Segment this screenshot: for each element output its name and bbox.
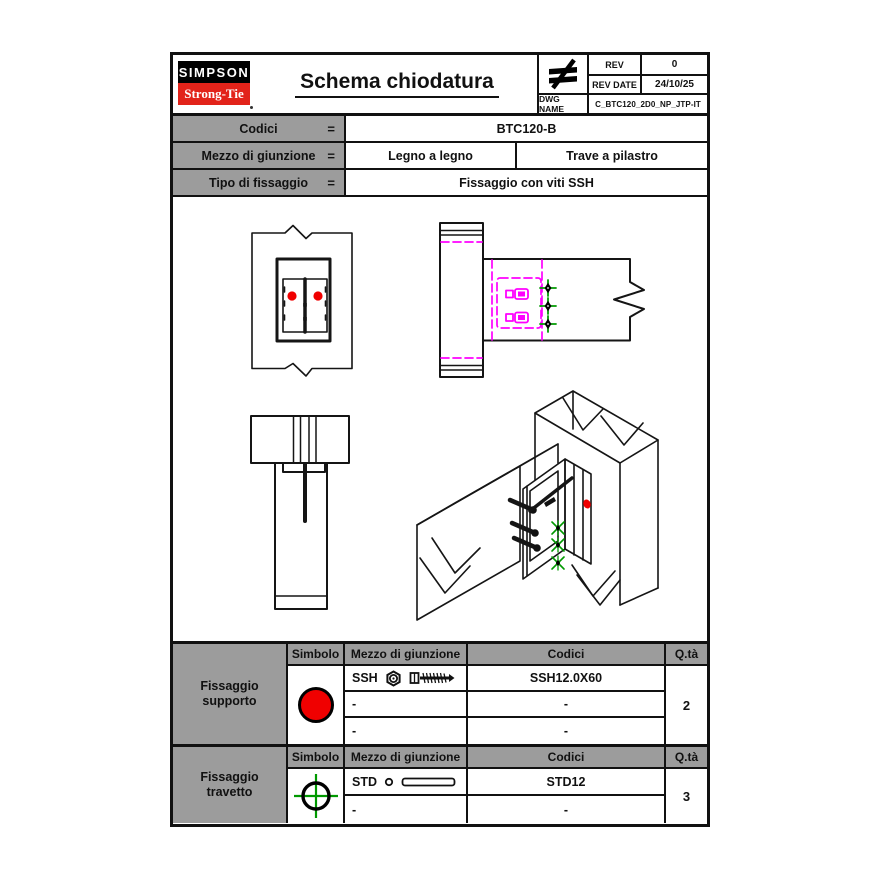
info-label — [173, 116, 346, 141]
info-label — [173, 170, 346, 195]
fastener-code: SSH — [352, 671, 378, 685]
info-value-left: Legno a legno — [346, 143, 517, 168]
qty-value: 2 — [682, 697, 691, 713]
hidden-screw-symbol — [506, 289, 528, 323]
info-row-mezzo-giunzione — [173, 143, 707, 170]
col-header-mezzo: Mezzo di giunzione — [345, 644, 468, 666]
info-label-text: Mezzo di giunzione — [201, 148, 316, 163]
registered-mark — [250, 106, 253, 109]
equals-sign: = — [327, 148, 335, 163]
fixing-table-supporto — [173, 644, 707, 747]
table-row-label — [173, 644, 288, 744]
fastener-row-mezzo: - — [345, 718, 468, 744]
fastener-row-codici: - — [468, 796, 666, 823]
row-label-line2: supporto — [202, 694, 257, 708]
col-header-mezzo: Mezzo di giunzione — [345, 747, 468, 769]
info-value-right: Trave a pilastro — [566, 148, 658, 163]
qty-value: 3 — [682, 788, 691, 804]
info-label-text: Tipo di fissaggio — [208, 175, 309, 190]
equals-sign: = — [327, 121, 335, 136]
dwg-name-value: C_BTC120_2D0_NP_JTP-IT — [587, 93, 707, 113]
table-row-label — [173, 747, 288, 823]
hex-head-icon — [385, 670, 402, 687]
screw-side-icon — [409, 670, 456, 686]
info-row-tipo-fissaggio — [173, 170, 707, 197]
info-value: BTC120-B — [496, 121, 557, 136]
col-header-qta: Q.tà — [666, 747, 707, 769]
joist-fastener-marker-top — [540, 280, 556, 332]
logo-strongtie-text: Strong-Tie — [178, 83, 250, 105]
row-label-line1: Fissaggio — [200, 770, 259, 784]
rev-date-label: REV DATE — [587, 74, 640, 93]
col-header-codici: Codici — [468, 644, 666, 666]
col-header-simbolo: Simbolo — [288, 644, 345, 666]
fastener-row-codici: SSH12.0X60 — [468, 666, 666, 692]
fastener-code: STD — [352, 774, 377, 789]
fastener-row-codici: - — [468, 718, 666, 744]
row-label-line1: Fissaggio — [200, 679, 259, 693]
info-label — [173, 143, 346, 168]
fastener-row-mezzo: - — [345, 796, 468, 823]
joist-fastener-marker-iso — [552, 521, 564, 570]
info-label-text: Codici — [239, 121, 278, 136]
fastener-row-mezzo — [345, 769, 468, 796]
info-value: Fissaggio con viti SSH — [459, 175, 594, 190]
dwg-name-label: DWG NAME — [537, 93, 587, 113]
row-label-line2: travetto — [206, 785, 253, 799]
dowel-end-icon — [384, 777, 394, 787]
rev-date-value: 24/10/25 — [640, 74, 707, 93]
title-block — [173, 55, 707, 116]
fastener-row-codici: STD12 — [468, 769, 666, 796]
sheet-title: Schema chiodatura — [295, 70, 499, 98]
support-fastener-marker — [287, 291, 296, 300]
logo-simpson-text: SIMPSON — [178, 61, 250, 83]
rev-value: 0 — [640, 55, 707, 74]
isometric-view-drawing — [417, 391, 658, 620]
fixing-table-travetto — [173, 747, 707, 823]
fastener-row-mezzo: - — [345, 692, 468, 718]
col-header-qta: Q.tà — [666, 644, 707, 666]
title-cell — [173, 55, 537, 113]
drawing-sheet — [170, 52, 710, 827]
green-crosshair-symbol — [288, 769, 345, 823]
col-header-simbolo: Simbolo — [288, 747, 345, 769]
support-fastener-marker — [313, 291, 322, 300]
dowel-side-icon — [401, 776, 457, 788]
info-row-codici — [173, 116, 707, 143]
simpson-strongtie-logo — [178, 61, 250, 105]
fastener-row-mezzo — [345, 666, 468, 692]
front-view-drawing — [252, 226, 352, 377]
side-view-drawing — [251, 416, 349, 609]
equals-sign: = — [327, 175, 335, 190]
col-header-codici: Codici — [468, 747, 666, 769]
drawing-area — [173, 197, 707, 644]
rev-label: REV — [587, 55, 640, 74]
fastener-row-codici: - — [468, 692, 666, 718]
red-circle-symbol — [288, 666, 345, 744]
not-equal-icon — [537, 55, 587, 93]
